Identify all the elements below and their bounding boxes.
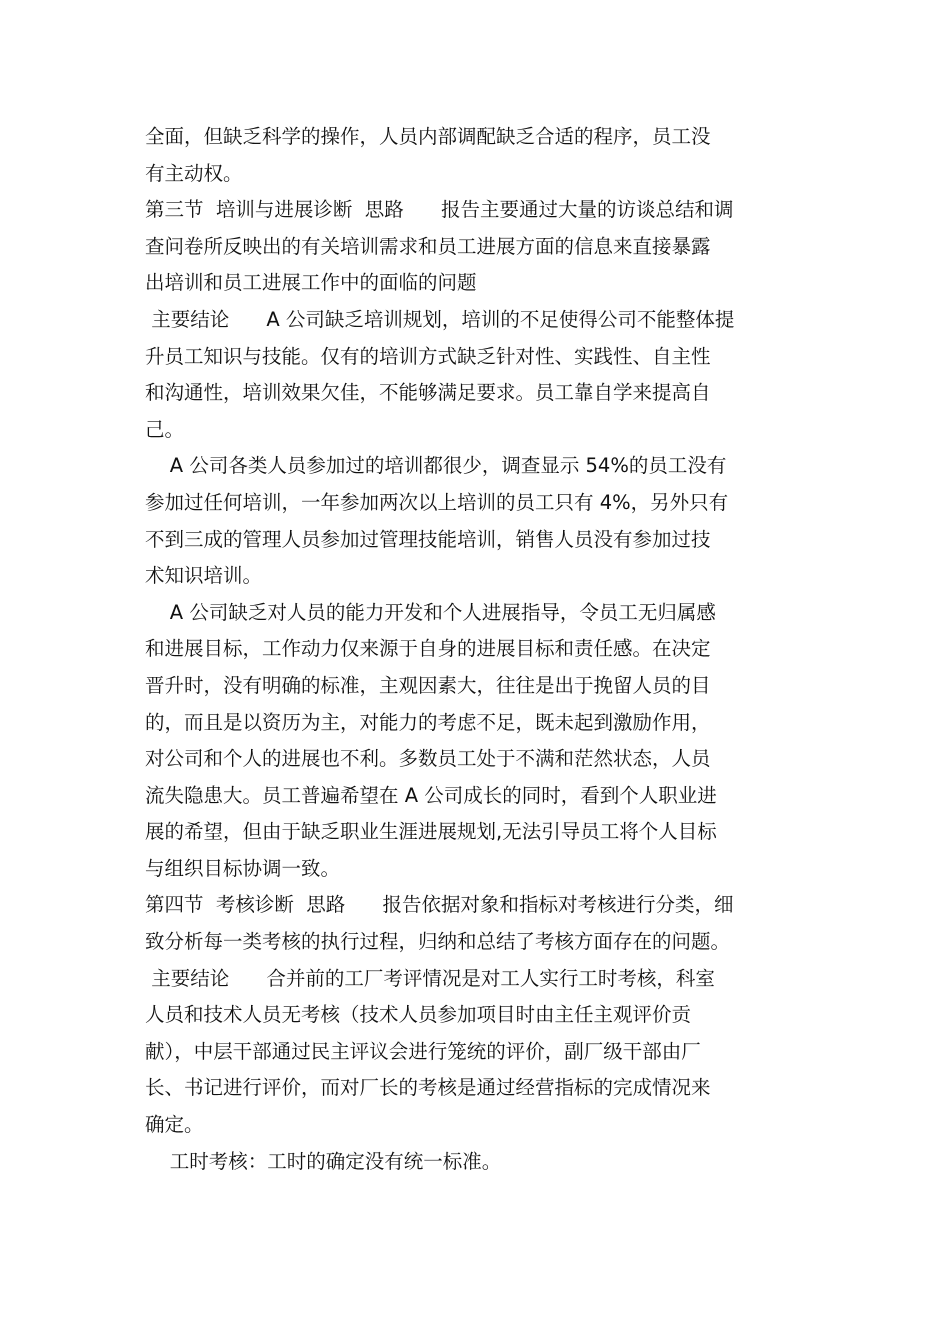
paragraph-start-line: 工时考核：工时的确定没有统一标准。 [145,1149,502,1173]
text-line: 确定。 [145,1113,204,1137]
text-line: 的，而且是以资历为主，对能力的考虑不足，既未起到激励作用， [145,710,711,734]
text-line: 献），中层干部通过民主评议会进行笼统的评价，副厂级干部由厂 [145,1039,701,1063]
text-line: 有主动权。 [145,161,243,185]
text-line: 长、书记进行评价，而对厂长的考核是通过经营指标的完成情况来 [145,1076,711,1100]
text-line: 和进展目标，工作动力仅来源于自身的进展目标和责任感。在决定 [145,637,711,661]
text-line: 对公司和个人的进展也不利。多数员工处于不满和茫然状态，人员 [145,747,711,771]
section-heading-line: 第四节 考核诊断 思路 报告依据对象和指标对考核进行分类，细 [145,893,734,917]
text-line: 己。 [145,417,185,441]
text-line: 参加过任何培训，一年参加两次以上培训的员工只有 4%，另外只有 [145,490,729,514]
conclusion-line: 主要结论 A 公司缺乏培训规划，培训的不足使得公司不能整体提 [145,307,735,331]
text-line: 查问卷所反映出的有关培训需求和员工进展方面的信息来直接暴露 [145,234,711,258]
conclusion-line: 主要结论 合并前的工厂考评情况是对工人实行工时考核，科室 [145,966,715,990]
text-line: 出培训和员工进展工作中的面临的问题 [145,271,477,295]
text-line: 升员工知识与技能。仅有的培训方式缺乏针对性、实践性、自主性 [145,344,711,368]
text-line: 和沟通性，培训效果欠佳，不能够满足要求。员工靠自学来提高自 [145,381,711,405]
document-body [145,119,807,1180]
text-line: 全面，但缺乏科学的操作，人员内部调配缺乏合适的程序，员工没 [145,125,711,148]
text-line: 人员和技术人员无考核（技术人员参加项目时由主任主观评价贡 [145,1003,692,1027]
paragraph-start-line: A 公司各类人员参加过的培训都很少，调查显示 54%的员工没有 [145,454,727,478]
text-line: 晋升时，没有明确的标准，主观因素大，往往是出于挽留人员的目 [145,673,711,697]
paragraph-start-line: A 公司缺乏对人员的能力开发和个人进展指导，令员工无归属感 [145,600,716,624]
text-line: 术知识培训。 [145,564,263,588]
section-heading-line: 第三节 培训与进展诊断 思路 报告主要通过大量的访谈总结和调 [145,198,734,222]
text-line: 不到三成的管理人员参加过管理技能培训，销售人员没有参加过技 [145,527,711,551]
text-line: 与组织目标协调一致。 [145,856,341,880]
text-line: 展的希望，但由于缺乏职业生涯进展规划,无法引导员工将个人目标 [145,820,717,844]
text-line: 流失隐患大。员工普遍希望在 A 公司成长的同时，看到个人职业进 [145,783,717,807]
text-line: 致分析每一类考核的执行过程，归纳和总结了考核方面存在的问题。 [145,930,731,954]
